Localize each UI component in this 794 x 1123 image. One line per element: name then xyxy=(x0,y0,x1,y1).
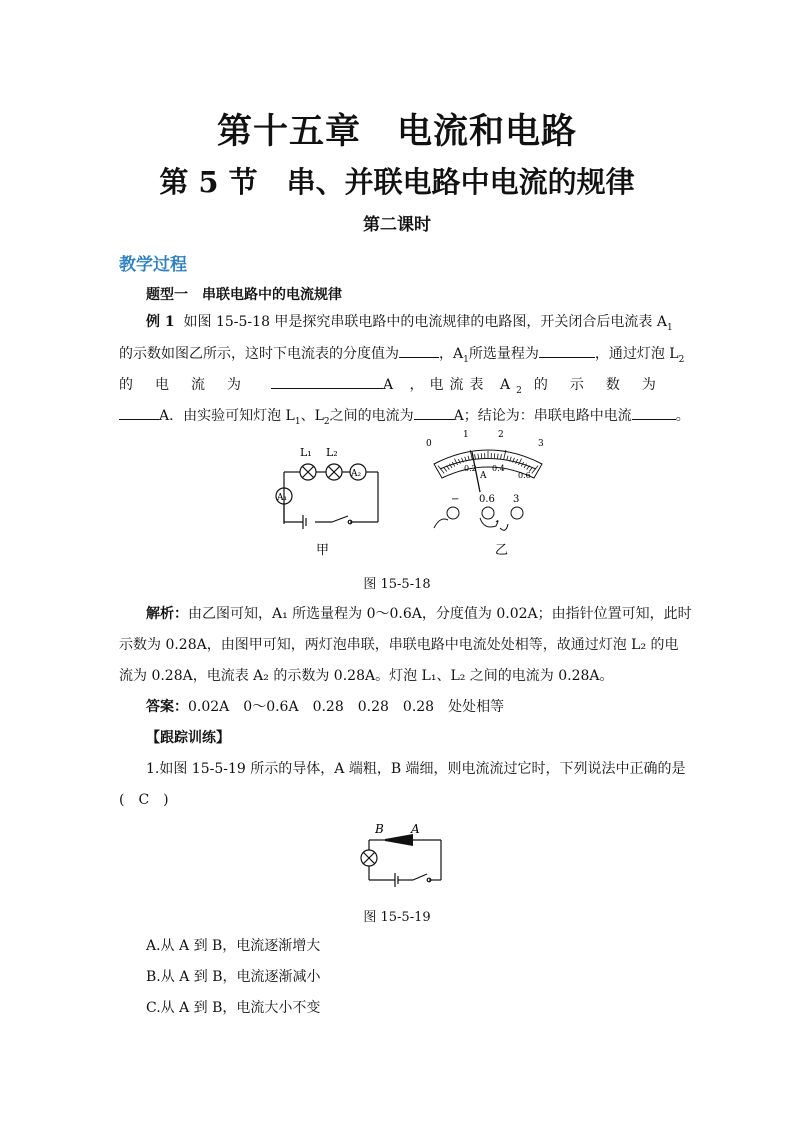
training-heading: 【跟踪训练】 xyxy=(146,730,230,746)
section-title: 第 5 节 串、并联电路中电流的规律 xyxy=(159,165,635,199)
scale-top-0: 0 xyxy=(426,439,432,449)
figure-label-yi: 乙 xyxy=(495,543,509,558)
figure-15-5-18 xyxy=(270,430,560,562)
answer-text: 0.02A 0～0.6A 0.28 0.28 0.28 处处相等 xyxy=(188,699,505,715)
subscript: 1 xyxy=(667,322,673,333)
option-b[interactable]: B.从 A 到 B，电流逐渐减小 xyxy=(146,969,321,985)
analysis-line-1 xyxy=(146,604,692,624)
answer-blank[interactable] xyxy=(399,343,439,358)
figure-15-5-19 xyxy=(355,818,455,888)
example-text: 的示数为 xyxy=(533,377,678,393)
example-text: ，A xyxy=(439,346,464,362)
example-text: A ，电流表 A xyxy=(383,377,517,393)
conductor-circuit-diagram xyxy=(361,840,441,887)
ammeter-dial xyxy=(434,450,542,530)
scale-top-3: 3 xyxy=(538,439,544,449)
terminal-negative: − xyxy=(451,494,460,505)
terminal-06: 0.6 xyxy=(479,494,495,505)
answer-blank[interactable] xyxy=(539,343,595,358)
analysis-line-3: 流为 0.28A，电流表 A₂ 的示数为 0.28A。灯泡 L₁、L₂ 之间的电流为 0.28A。 xyxy=(119,668,614,684)
example-label: 例 1 xyxy=(146,314,175,330)
section-heading: 教学过程 xyxy=(119,255,187,275)
example-line-4: A．由实验可知灯泡 $L_1$、$L_2$之间的电流为 A；结论为：串联电路中电流 。 xyxy=(119,405,690,432)
example-text: 、L xyxy=(300,408,324,424)
scale-bottom-02: 0.2 xyxy=(464,464,477,473)
example-line-2 xyxy=(119,343,684,370)
subscript: 2 xyxy=(678,354,685,365)
example-text: ，通过灯泡 L xyxy=(594,346,679,362)
question-1-answer: ( C ) xyxy=(119,792,169,808)
question-1-line-1: 1.如图 15-5-19 所示的导体，A 端粗，B 端细，则电流流过它时，下列说法中正确的是 xyxy=(146,761,686,777)
option-a[interactable]: A.从 A 到 B，电流逐渐增大 xyxy=(146,938,321,954)
subscript: 2 xyxy=(516,385,522,396)
example-line-1 xyxy=(146,312,673,338)
figure-label-jia: 甲 xyxy=(316,543,330,558)
scale-bottom-04: 0.4 xyxy=(492,464,505,473)
answer-label: 答案： xyxy=(146,699,188,715)
scale-bottom-06: 0.6 xyxy=(518,471,531,480)
answer-blank[interactable] xyxy=(414,405,454,420)
end-a-label: A xyxy=(411,822,420,836)
answer-blank[interactable] xyxy=(271,374,383,389)
ammeter-a1-label: A₁ xyxy=(277,493,288,503)
subscript: 1 xyxy=(463,354,469,365)
terminal-3: 3 xyxy=(513,494,520,505)
lamp2-label: L₂ xyxy=(326,446,338,459)
figure-caption: 图 15-5-18 xyxy=(363,577,431,592)
series-circuit-diagram xyxy=(276,464,378,529)
end-b-label: B xyxy=(375,822,384,836)
example-text: 所选量程为 xyxy=(468,346,539,362)
answer-blank[interactable] xyxy=(119,405,159,420)
scale-top-2: 2 xyxy=(498,430,504,440)
scale-top-1: 1 xyxy=(463,430,469,440)
example-text: 的电流为 xyxy=(119,377,263,393)
chapter-title: 第十五章 电流和电路 xyxy=(216,111,577,152)
figure-caption: 图 15-5-19 xyxy=(363,910,431,925)
answer-line xyxy=(146,697,504,717)
example-text: 的示数如图乙所示，这时下电流表的分度值为 xyxy=(119,346,399,362)
example-text: A；结论为：串联电路中电流 xyxy=(453,408,632,424)
example-text: 之间的电流为 xyxy=(329,408,414,424)
unit-label: A xyxy=(480,471,487,481)
ammeter-a2-label: A₂ xyxy=(351,469,362,479)
option-c[interactable]: C.从 A 到 B，电流大小不变 xyxy=(146,1000,321,1016)
tapered-conductor xyxy=(385,834,413,846)
example-text: A．由实验可知灯泡 L xyxy=(159,408,295,424)
example-text: 。 xyxy=(675,408,690,424)
example-text: 如图 15-5-18 甲是探究串联电路中的电流规律的电路图，开关闭合后电流表 A xyxy=(183,314,667,330)
topic-heading: 题型一 串联电路中的电流规律 xyxy=(146,287,342,303)
lamp1-label: L₁ xyxy=(300,446,312,459)
analysis-line-2: 示数为 0.28A，由图甲可知，两灯泡串联，串联电路中电流处处相等，故通过灯泡 L₂ 的电 xyxy=(119,637,679,653)
example-line-3 xyxy=(119,374,676,401)
answer-blank[interactable] xyxy=(632,405,676,420)
analysis-text: 由乙图可知，A₁ 所选量程为 0～0.6A，分度值为 0.02A；由指针位置可知，此时 xyxy=(188,606,692,622)
analysis-label: 解析： xyxy=(146,606,188,622)
lesson-label: 第二课时 xyxy=(363,215,431,235)
